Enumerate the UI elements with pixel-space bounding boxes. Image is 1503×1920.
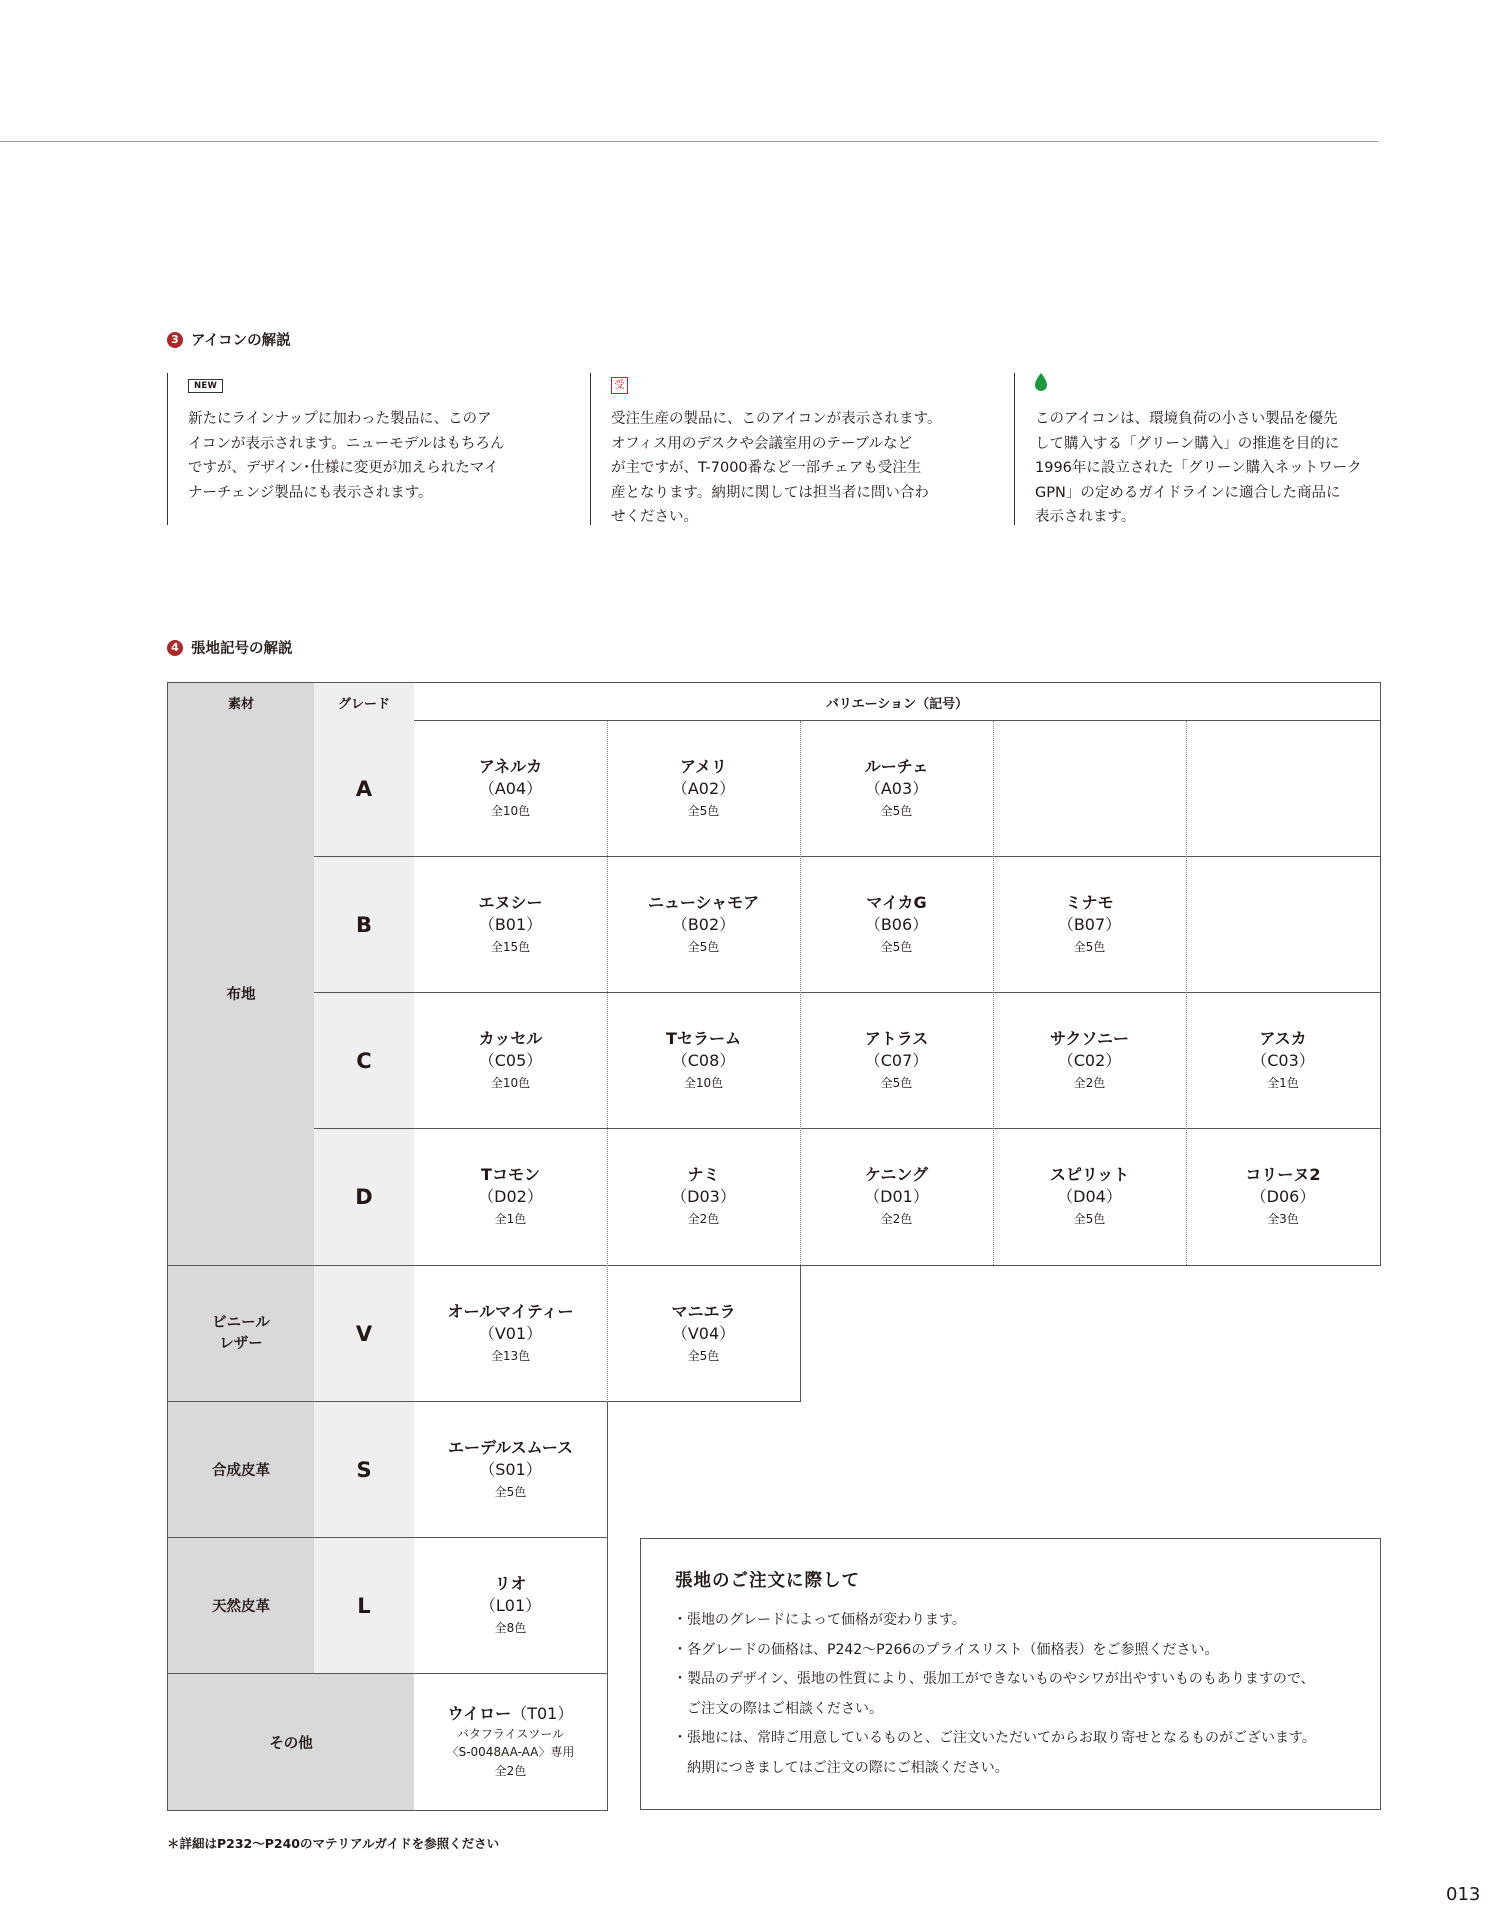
table-border — [168, 1265, 1380, 1266]
variation-name: マニエラ — [671, 1301, 736, 1321]
list-item: ・製品のデザイン、張地の性質により、張加工ができないものやシワが出やすいものもありますので、 ご注文の際はご相談ください。 — [673, 1671, 1315, 1717]
color-count: 全5色 — [687, 1348, 720, 1363]
list-item: ・各グレードの価格は、P242〜P266のプライスリスト（価格表）をご参照ください。 — [673, 1641, 1219, 1658]
variation-cell — [607, 1129, 800, 1265]
variation-cell — [993, 1129, 1186, 1265]
color-count: 全3色 — [1267, 1212, 1299, 1226]
variation-code: （B06） — [864, 914, 929, 934]
made-to-order-badge-icon: 受 — [611, 377, 628, 394]
variation-cell — [414, 1674, 607, 1810]
table-border — [800, 1266, 801, 1402]
variation-name: Tコモン — [481, 1165, 540, 1184]
icon-description: 新たにラインナップに加わった製品に、このア イコンが表示されます。ニューモデルはもちろん ですが、デザイン･仕様に変更が加えられたマイ ナーチェンジ製品にも表示されます。 — [188, 411, 505, 501]
column-divider — [1186, 721, 1187, 1265]
color-count: 全2色 — [687, 1212, 720, 1226]
column-divider — [800, 721, 801, 1265]
column-divider — [607, 721, 608, 1402]
variation-name: アスカ — [1259, 1028, 1307, 1048]
grade-l: L — [314, 1538, 414, 1673]
variation-code: （V04） — [671, 1323, 736, 1343]
icon-description: 受注生産の製品に、このアイコンが表示されます。 オフィス用のデスクや会議室用のテーブルなど が主ですが、T-7000番など一部チェアも受注生 産となります。納期に関しては担当者に問い合わ せください。 — [611, 411, 942, 525]
table-border — [1380, 682, 1381, 1266]
variation-name: ウイロー — [447, 1704, 512, 1723]
variation-name: ルーチェ — [864, 756, 929, 776]
variation-cell — [414, 1129, 607, 1265]
variation-cell — [607, 721, 800, 856]
variation-code: （T01） — [511, 1704, 574, 1723]
variation-name: アメリ — [679, 756, 728, 776]
variation-code: （C02） — [1057, 1050, 1122, 1070]
footnote: ＊詳細はP232〜P240のマテリアルガイドを参照ください — [167, 1836, 500, 1851]
color-count: 全1色 — [1267, 1075, 1299, 1090]
variation-code: （B01） — [478, 914, 543, 934]
variation-code: （L01） — [479, 1595, 542, 1615]
color-count: 全5色 — [880, 803, 913, 818]
table-border — [607, 1402, 608, 1811]
variation-cell — [414, 857, 607, 992]
color-count: 全10色 — [490, 1075, 531, 1090]
material-fabric: 布地 — [168, 721, 314, 1265]
variation-code: （C05） — [478, 1050, 543, 1070]
variation-name: マイカG — [866, 892, 927, 912]
variation-name: アトラス — [864, 1028, 929, 1048]
table-border — [314, 856, 1380, 857]
header-grade: グレード — [314, 683, 414, 721]
material-natural-leather: 天然皮革 — [168, 1538, 314, 1673]
variation-cell — [993, 993, 1186, 1128]
color-count: 全5色 — [880, 939, 913, 954]
variation-cell — [800, 1129, 993, 1265]
grade-d: D — [314, 1129, 414, 1265]
variation-code: （B07） — [1057, 914, 1122, 934]
icon-description: このアイコンは、環境負荷の小さい製品を優先 して購入する「グリーン購入」の推進を目的に 1996年に設立された「グリーン購入ネットワーク GPN」の定めるガイドラインに適合した商品に 表示されます。 — [1035, 411, 1362, 525]
variation-name: ケニング — [864, 1165, 929, 1184]
variation-cell — [607, 1266, 800, 1401]
variation-cell — [414, 993, 607, 1128]
section-number-badge: 3 — [167, 332, 183, 348]
variation-cell — [414, 1402, 607, 1537]
color-count: 全5色 — [687, 803, 720, 818]
variation-code: （V01） — [478, 1323, 543, 1343]
table-border — [168, 1537, 607, 1538]
grade-a: A — [314, 721, 414, 856]
material-vinyl-leather: ビニール レザー — [168, 1266, 314, 1401]
variation-code: （D01） — [864, 1187, 929, 1206]
grade-v: V — [314, 1266, 414, 1401]
variation-code: （C08） — [671, 1050, 736, 1070]
table-border — [168, 1810, 607, 1811]
section-title: 張地記号の解説 — [191, 641, 293, 657]
grade-b: B — [314, 857, 414, 992]
variation-code: （A04） — [478, 778, 543, 798]
variation-code: （D06） — [1250, 1187, 1316, 1206]
variation-code: （D02） — [478, 1187, 543, 1206]
color-count: 全1色 — [494, 1212, 527, 1226]
order-note-title: 張地のご注文に際して — [675, 1571, 860, 1591]
variation-code: （D04） — [1057, 1187, 1122, 1206]
color-count: 全2色 — [494, 1764, 527, 1778]
material-synthetic-leather: 合成皮革 — [168, 1402, 314, 1537]
variation-cell — [1186, 1129, 1380, 1265]
variation-cell — [1186, 993, 1380, 1128]
order-note-list — [673, 1606, 1380, 1783]
variation-cell — [800, 857, 993, 992]
table-border — [314, 1128, 1380, 1129]
color-count: 全15色 — [490, 939, 531, 954]
variation-name: ナミ — [687, 1165, 720, 1184]
variation-cell — [414, 721, 607, 856]
variation-name: アネルカ — [478, 756, 543, 776]
variation-cell — [414, 1538, 607, 1673]
variation-note: 〈S-0048AA-AA〉専用 — [446, 1745, 575, 1759]
variation-name: ミナモ — [1065, 892, 1114, 912]
variation-cell — [800, 721, 993, 856]
variation-cell — [607, 857, 800, 992]
grade-c: C — [314, 993, 414, 1128]
color-count: 全2色 — [880, 1212, 913, 1226]
color-count: 全13色 — [490, 1348, 531, 1363]
variation-name: Tセラーム — [666, 1028, 741, 1048]
variation-cell — [993, 857, 1186, 992]
table-border — [168, 682, 1380, 683]
table-border — [168, 1401, 800, 1402]
color-count: 全5色 — [1073, 939, 1106, 954]
material-other: その他 — [168, 1674, 414, 1810]
color-count: 全5色 — [687, 939, 720, 954]
variation-name: スピリット — [1049, 1165, 1130, 1184]
header-material: 素材 — [168, 683, 314, 721]
table-border — [414, 720, 1380, 721]
grade-s: S — [314, 1402, 414, 1537]
variation-name: エーデルスムース — [447, 1437, 574, 1457]
color-count: 全10色 — [490, 803, 531, 818]
color-count: 全8色 — [494, 1620, 527, 1635]
color-count: 全5色 — [1073, 1212, 1106, 1226]
variation-name: オールマイティー — [447, 1301, 574, 1321]
order-note-box — [640, 1538, 1381, 1810]
header-variation: バリエーション（記号） — [825, 696, 969, 712]
column-divider — [993, 721, 994, 1265]
variation-cell — [607, 993, 800, 1128]
variation-code: （A03） — [864, 778, 929, 798]
variation-name: コリーヌ2 — [1245, 1165, 1321, 1184]
color-count: 全2色 — [1073, 1075, 1106, 1090]
list-item: ・張地のグレードによって価格が変わります。 — [673, 1612, 966, 1628]
variation-code: （A02） — [671, 778, 736, 798]
table-border — [168, 1673, 607, 1674]
color-count: 全10色 — [683, 1075, 724, 1090]
variation-code: （D03） — [671, 1187, 736, 1206]
variation-name: リオ — [494, 1573, 527, 1593]
variation-name: カッセル — [478, 1028, 543, 1048]
list-item: ・張地には、常時ご用意しているものと、ご注文いただいてからお取り寄せとなるものがございます。 納期につきましてはご注文の際にご相談ください。 — [673, 1730, 1316, 1776]
table-border — [314, 992, 1380, 993]
section-title: アイコンの解説 — [191, 333, 291, 349]
page-number: 013 — [1446, 1884, 1481, 1905]
variation-note: バタフライスツール — [456, 1727, 565, 1741]
variation-code: （S01） — [479, 1459, 542, 1479]
variation-code: （B02） — [671, 914, 736, 934]
color-count: 全5色 — [880, 1075, 913, 1090]
table-border — [167, 682, 168, 1811]
variation-name: ニューシャモア — [647, 892, 760, 912]
color-count: 全5色 — [494, 1484, 527, 1499]
variation-name: サクソニー — [1049, 1028, 1130, 1048]
variation-code: （C07） — [864, 1050, 929, 1070]
variation-code: （C03） — [1251, 1050, 1315, 1070]
section-number-badge: 4 — [167, 640, 183, 656]
variation-name: エヌシー — [478, 892, 543, 912]
variation-cell — [800, 993, 993, 1128]
new-badge-icon: NEW — [188, 379, 223, 393]
variation-cell — [414, 1266, 607, 1401]
